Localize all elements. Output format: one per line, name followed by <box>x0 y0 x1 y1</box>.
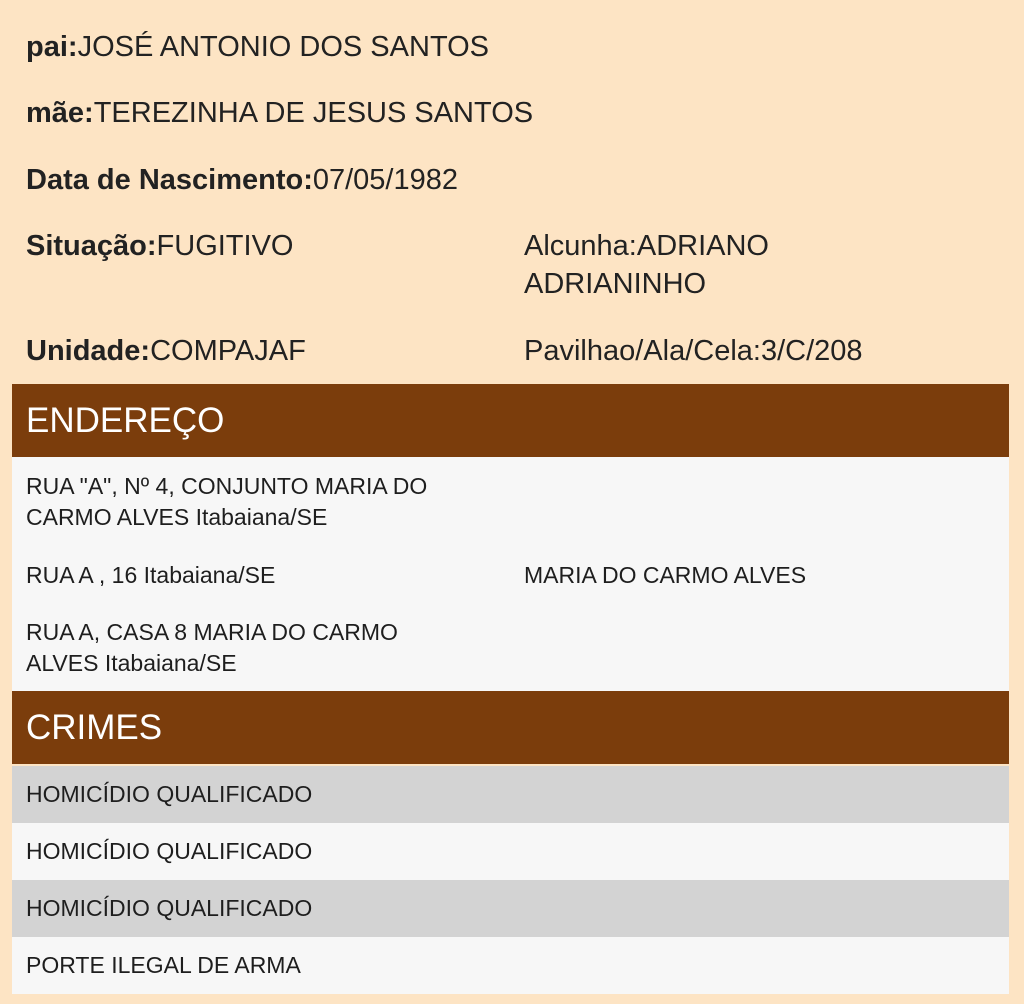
crime-row: PORTE ILEGAL DE ARMA <box>12 937 1009 994</box>
cell-value: 3/C/208 <box>760 335 863 367</box>
crime-row: HOMICÍDIO QUALIFICADO <box>12 880 1009 937</box>
birthdate-field <box>26 161 458 199</box>
cell-label: Pavilhao/Ala/Cela: <box>524 335 761 367</box>
nickname-field <box>524 227 824 303</box>
address-item: RUA A , 16 Itabaiana/SE <box>26 562 276 588</box>
address-section-header: ENDEREÇO <box>12 384 1009 457</box>
address-list <box>12 457 1009 691</box>
birthdate-label: Data de Nascimento: <box>26 164 313 196</box>
status-field <box>26 227 293 265</box>
address-item: RUA "A", Nº 4, CONJUNTO MARIA DO CARMO ALVES Itabaiana/SE <box>26 473 428 530</box>
father-label: pai: <box>26 31 78 63</box>
father-value: JOSÉ ANTONIO DOS SANTOS <box>77 31 490 63</box>
unit-value: COMPAJAF <box>150 335 306 367</box>
status-label: Situação: <box>26 230 157 262</box>
unit-field <box>26 332 306 370</box>
address-item: RUA A, CASA 8 MARIA DO CARMO ALVES Itabaiana/SE <box>26 619 398 676</box>
status-value: FUGITIVO <box>156 230 294 262</box>
crime-row: HOMICÍDIO QUALIFICADO <box>12 823 1009 880</box>
cell-field <box>524 332 863 370</box>
crime-row: HOMICÍDIO QUALIFICADO <box>12 766 1009 823</box>
nickname-label: Alcunha: <box>524 230 637 262</box>
unit-label: Unidade: <box>26 335 151 367</box>
father-field <box>26 28 489 66</box>
mother-value: TEREZINHA DE JESUS SANTOS <box>93 97 534 129</box>
crimes-section-header: CRIMES <box>12 691 1009 764</box>
nickname-value: ADRIANO ADRIANINHO <box>524 230 769 300</box>
mother-label: mãe: <box>26 97 94 129</box>
mother-field <box>26 94 533 132</box>
birthdate-value: 07/05/1982 <box>312 164 459 196</box>
address-neighborhood: MARIA DO CARMO ALVES <box>524 562 807 588</box>
